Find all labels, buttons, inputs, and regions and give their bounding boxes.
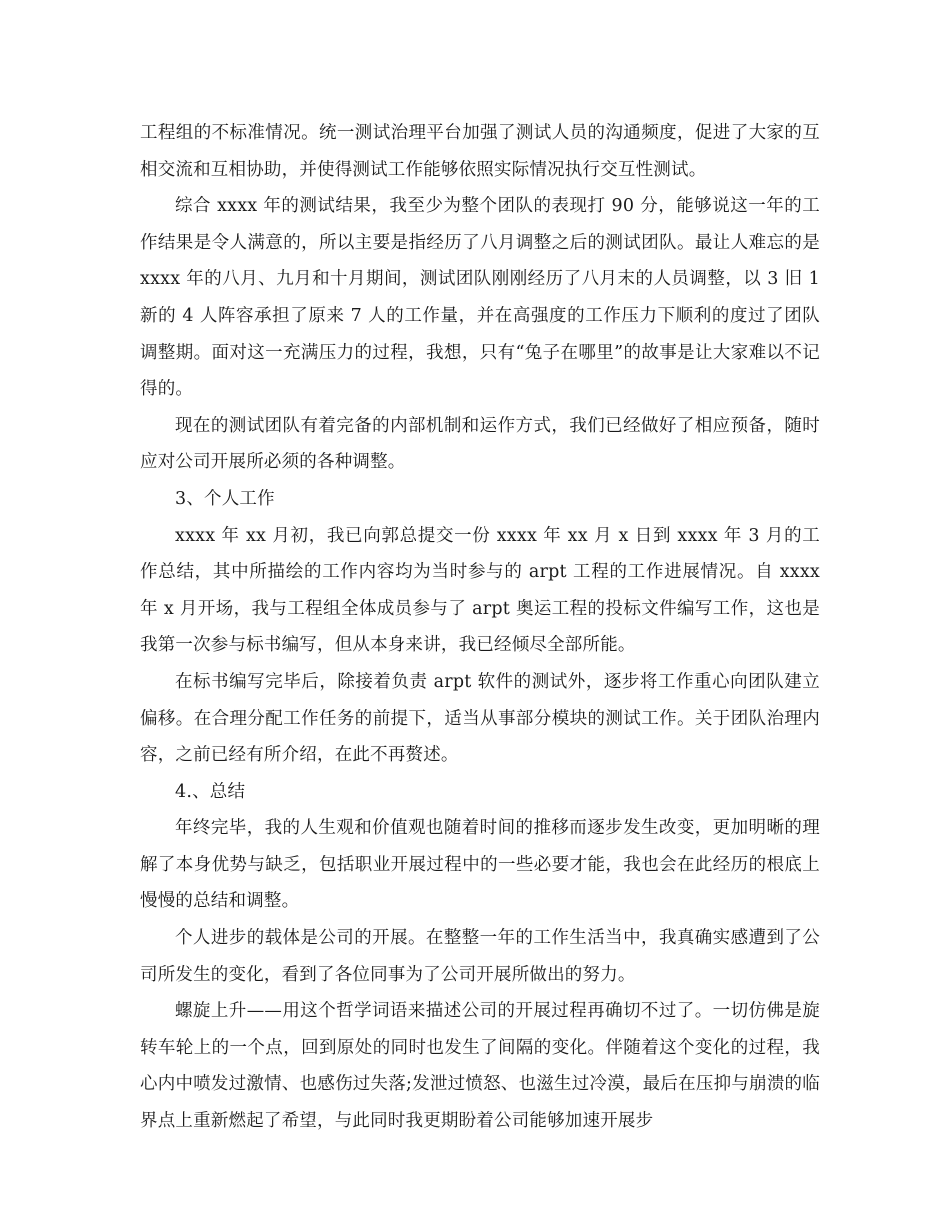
paragraph-team-building: 在标书编写完毕后，除接着负责 arpt 软件的测试外，逐步将工作重心向团队建立偏移。在合理分配工作任务的前提下，适当从事部分模块的测试工作。关于团队治理内容，之前已经有所介绍，在此不再赘述。 [140,671,820,766]
paragraph-personal-progress: 个人进步的载体是公司的开展。在整整一年的工作生活当中，我真确实感遭到了公司所发生的变化，看到了各位同事为了公司开展所做出的努力。 [140,928,820,985]
section-heading-summary: 4.、总结 [175,781,246,802]
document-body [140,115,820,1140]
paragraph-year-end: 年终完毕，我的人生观和价值观也随着时间的推移而逐步发生改变，更加明晰的理解了本身优势与缺乏，包括职业开展过程中的一些必要才能，我也会在此经历的根底上慢慢的总结和调整。 [140,818,820,912]
paragraph-continuation: 工程组的不标准情况。统一测试治理平台加强了测试人员的沟通频度，促进了大家的互相交流和互相协助，并使得测试工作能够依照实际情况执行交互性测试。 [140,123,820,180]
paragraph-personal-work-summary: xxxx 年 xx 月初，我已向郭总提交一份 xxxx 年 xx 月 x 日到 xxxx 年 3 月的工作总结，其中所描绘的工作内容均为当时参与的 arpt 工程的工作进展情况。自 xxxx 年 x 月开场，我与工程组全体成员参与了 arpt 奥运工程的投标文件编写工作，这也是我第一次参与标书编写，但从本身来讲，我已经倾尽全部所能。 [140,525,820,656]
paragraph-spiral-rise: 螺旋上升——用这个哲学词语来描述公司的开展过程再确切不过了。一切仿佛是旋转车轮上的一个点，回到原处的同时也发生了间隔的变化。伴随着这个变化的过程，我心内中喷发过激情、也感伤过失落;发泄过愤怒、也滋生过冷漠，最后在压抑与崩溃的临界点上重新燃起了希望，与此同时我更期盼着公司能够加速开展步 [140,1001,820,1132]
section-heading-personal-work: 3、个人工作 [175,488,275,509]
paragraph-test-results: 综合 xxxx 年的测试结果，我至少为整个团队的表现打 90 分，能够说这一年的工作结果是令人满意的，所以主要是指经历了八月调整之后的测试团队。最让人难忘的是 xxxx 年的八月、九月和十月期间，测试团队刚刚经历了八月末的人员调整，以 3 旧 1 新的 4 人阵容承担了原来 7 人的工作量，并在高强度的工作压力下顺利的度过了团队调整期。面对这一充满压力的过程，我想，只有“兔子在哪里”的故事是让大家难以不记得的。 [140,196,820,400]
paragraph-team-mechanism: 现在的测试团队有着完备的内部机制和运作方式，我们已经做好了相应预备，随时应对公司开展所必须的各种调整。 [140,415,820,473]
